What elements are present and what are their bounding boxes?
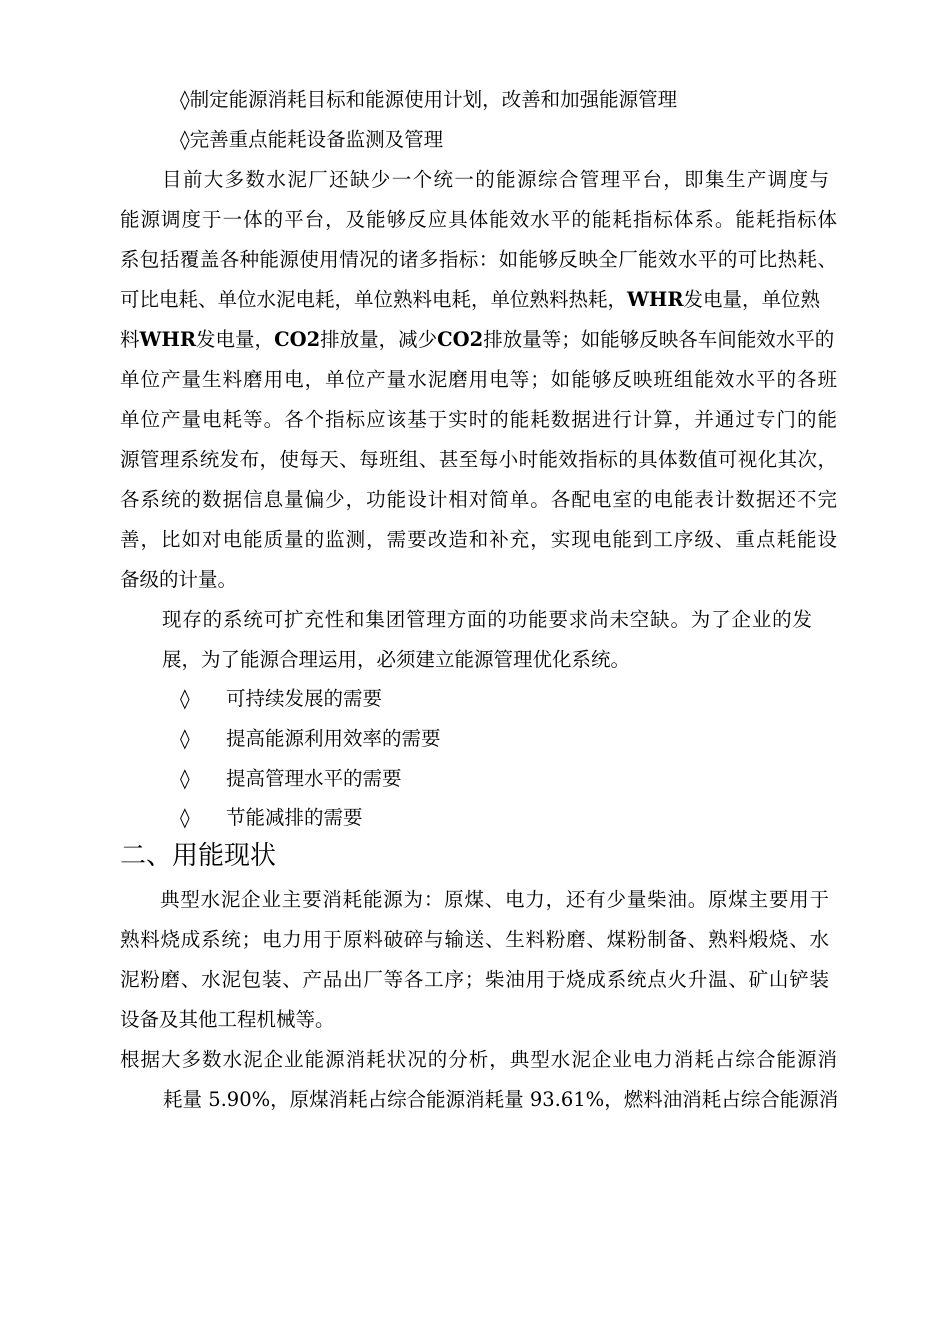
para4-line-1: 根据大多数水泥企业能源消耗状况的分析，典型水泥企业电力消耗占综合能源消: [120, 1048, 837, 1071]
para4-line-2: 耗量 5.90%，原煤消耗占综合能源消耗量 93.61%，燃料油消耗占综合能源消: [163, 1088, 839, 1111]
para1-line-6: 单位产量生料磨用电，单位产量水泥磨用电等；如能够反映班组能效水平的各班: [120, 368, 837, 391]
para3-line-1: 典型水泥企业主要消耗能源为：原煤、电力，还有少量柴油。原煤主要用于: [160, 888, 829, 911]
need-energy-efficiency: 提高能源利用效率的需要: [226, 727, 441, 750]
bullet-energy-target: ◊制定能源消耗目标和能源使用计划，改善和加强能源管理: [180, 88, 678, 111]
para1-line-4-tail: 发电量，单位熟: [683, 288, 821, 311]
needs-marker: ◊: [180, 727, 190, 750]
para1-line-11: 备级的计量。: [120, 568, 238, 591]
para3-line-2: 熟料烧成系统；电力用于原料破碎与输送、生料粉磨、煤粉制备、熟料煅烧、水: [120, 928, 829, 951]
section-heading: 二、用能现状: [120, 841, 277, 871]
bullet-equipment-monitoring: ◊完善重点能耗设备监测及管理: [180, 128, 444, 151]
para2-line-1: 现存的系统可扩充性和集团管理方面的功能要求尚未空缺。为了企业的发: [162, 608, 812, 631]
para1-line-10: 善，比如对电能质量的监测，需要改造和补充，实现电能到工序级、重点耗能设: [120, 528, 837, 551]
needs-marker: ◊: [180, 806, 190, 829]
co2-term: CO2: [437, 328, 484, 351]
para1-line-4-text: 可比电耗、单位水泥电耗，单位熟料电耗，单位熟料热耗，: [120, 288, 628, 311]
para2-line-2: 展，为了能源合理运用，必须建立能源管理优化系统。: [162, 648, 631, 671]
para1-line-1: 目前大多数水泥厂还缺少一个统一的能源综合管理平台，即集生产调度与: [162, 168, 829, 191]
needs-marker: ◊: [180, 687, 190, 710]
para3-line-4: 设备及其他工程机械等。: [120, 1008, 335, 1031]
whr-term: WHR: [627, 288, 684, 311]
para1-line-4: [120, 287, 837, 313]
need-energy-saving: 节能减排的需要: [226, 806, 363, 829]
co2-term: CO2: [274, 328, 321, 351]
para1-line-3: 系包括覆盖各种能源使用情况的诸多指标：如能够反映全厂能效水平的可比热耗、: [120, 248, 837, 271]
para3-line-3: 泥粉磨、水泥包装、产品出厂等各工序；柴油用于烧成系统点火升温、矿山铲装: [120, 968, 829, 991]
need-sustainable-development: 可持续发展的需要: [226, 687, 383, 710]
para1-line-2: 能源调度于一体的平台，及能够反应具体能效水平的能耗指标体系。能耗指标体: [120, 208, 837, 231]
whr-term: WHR: [139, 328, 197, 351]
needs-marker: ◊: [180, 767, 190, 790]
para1-line-7: 单位产量电耗等。各个指标应该基于实时的能耗数据进行计算，并通过专门的能: [120, 408, 837, 431]
para1-line-5-c: 排放量，减少: [320, 328, 438, 351]
para1-line-5: [120, 327, 837, 353]
para1-line-8: 源管理系统发布，使每天、每班组、甚至每小时能效指标的具体数值可视化其次，: [120, 448, 837, 471]
para1-line-9: 各系统的数据信息量偏少，功能设计相对简单。各配电室的电能表计数据还不完: [120, 488, 837, 511]
need-management-level: 提高管理水平的需要: [226, 767, 402, 790]
para1-line-5-b: 发电量，: [196, 328, 275, 351]
para1-line-5-d: 排放量等；如能够反映各车间能效水平的: [483, 328, 835, 351]
para1-line-5-a: 料: [120, 328, 140, 351]
